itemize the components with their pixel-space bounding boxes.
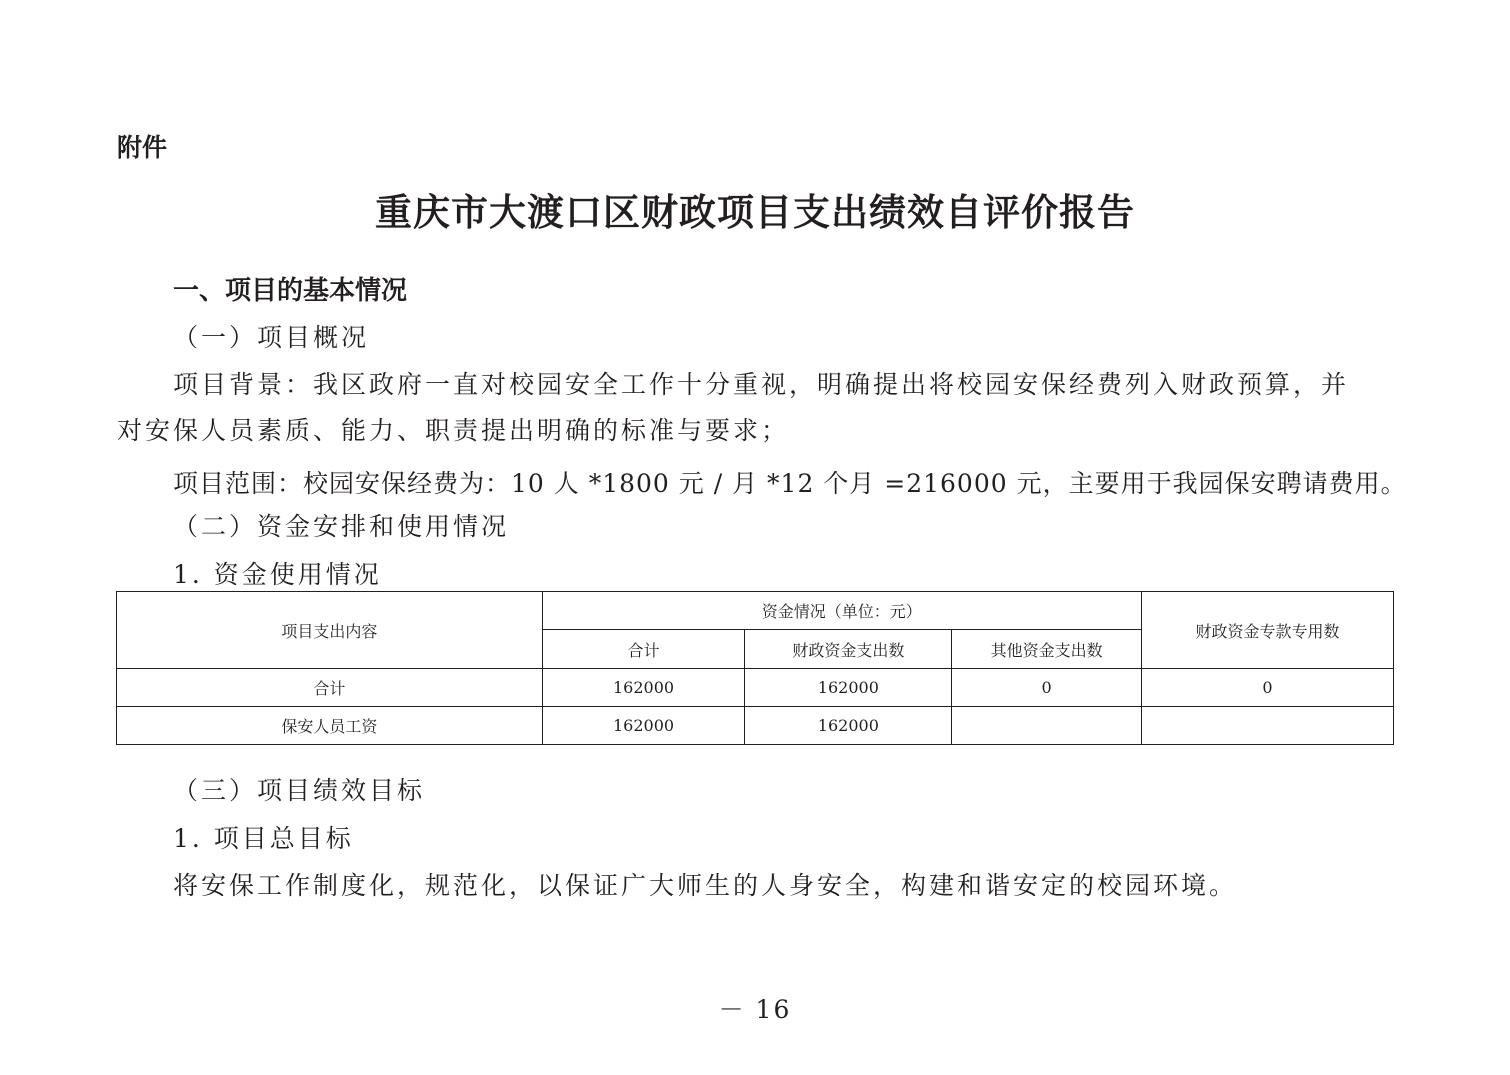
- section-heading-basic-info: 一、项目的基本情况: [173, 276, 408, 306]
- header-total: 合计: [542, 630, 745, 669]
- cell-total: 162000: [542, 707, 745, 745]
- subheading-performance-goals: （三）项目绩效目标: [173, 776, 426, 805]
- header-other: 其他资金支出数: [952, 630, 1142, 669]
- background-paragraph-line1: 项目背景：我区政府一直对校园安全工作十分重视，明确提出将校园安保经费列入财政预算，并: [173, 370, 1350, 399]
- cell-total: 162000: [542, 669, 745, 707]
- subheading-funds-use: 1. 资金使用情况: [173, 560, 382, 589]
- table-row: [117, 669, 1394, 707]
- cell-content: 保安人员工资: [117, 707, 543, 745]
- header-funds-group: 资金情况（单位：元）: [542, 592, 1141, 630]
- table-row: [117, 707, 1394, 745]
- scope-paragraph: 项目范围：校园安保经费为：10 人 *1800 元 / 月 *12 个月 =216000 元，主要用于我园保安聘请费用。: [173, 469, 1407, 498]
- overall-goal-paragraph: 将安保工作制度化，规范化，以保证广大师生的人身安全，构建和谐安定的校园环境。: [173, 871, 1238, 900]
- header-special: 财政资金专款专用数: [1141, 592, 1393, 669]
- cell-special: 0: [1141, 669, 1393, 707]
- attachment-label: 附件: [117, 133, 168, 162]
- subheading-funds: （二）资金安排和使用情况: [173, 512, 510, 541]
- cell-other: 0: [952, 669, 1142, 707]
- funds-usage-table: [116, 591, 1394, 745]
- cell-fiscal: 162000: [745, 669, 952, 707]
- report-title: 重庆市大渡口区财政项目支出绩效自评价报告: [375, 190, 1135, 234]
- cell-fiscal: 162000: [745, 707, 952, 745]
- page-number: － 16: [718, 995, 792, 1024]
- cell-content: 合计: [117, 669, 543, 707]
- table-header-row: [117, 592, 1394, 630]
- background-paragraph-line2: 对安保人员素质、能力、职责提出明确的标准与要求；: [117, 416, 790, 445]
- cell-other: [952, 707, 1142, 745]
- subheading-overview: （一）项目概况: [173, 323, 370, 352]
- cell-special: [1141, 707, 1393, 745]
- header-content: 项目支出内容: [117, 592, 543, 669]
- subheading-overall-goal: 1. 项目总目标: [173, 824, 354, 853]
- header-fiscal: 财政资金支出数: [745, 630, 952, 669]
